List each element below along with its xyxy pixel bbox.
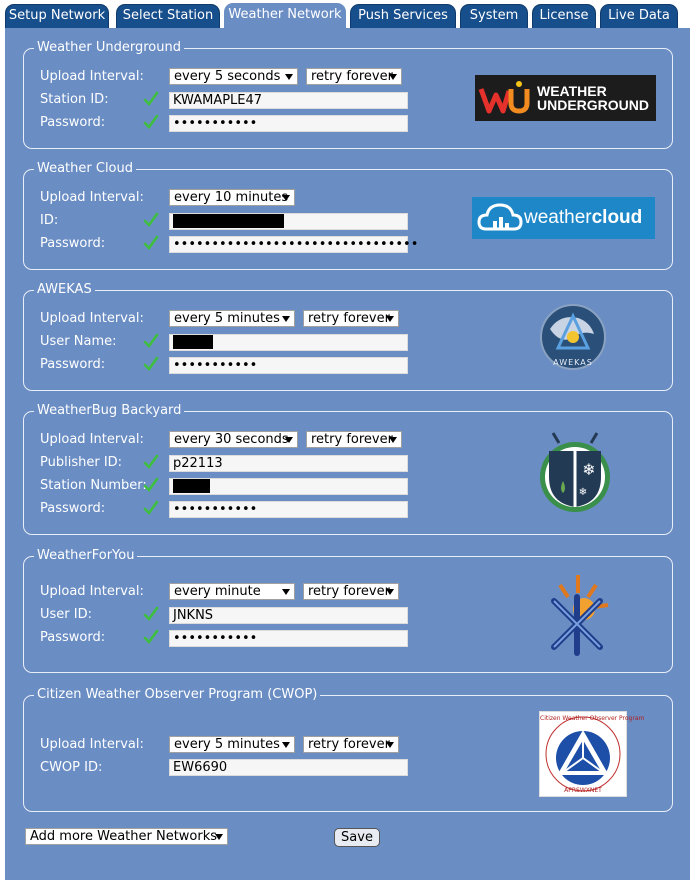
weatherbug-bug-icon (537, 431, 613, 513)
chevron-down-icon (282, 742, 290, 748)
weatherforyou-retry-select[interactable] (303, 583, 399, 600)
wunderground-interval-value: every 5 seconds (174, 69, 281, 84)
cwop-logo (539, 711, 645, 797)
awekas-interval-select[interactable] (169, 310, 295, 327)
weatherbug-station-label: Station Number: (40, 478, 147, 493)
cwop-interval-select[interactable] (169, 736, 295, 753)
weatherforyou-upload-label: Upload Interval: (40, 584, 144, 599)
weatherforyou-retry-value: retry forever (308, 584, 390, 599)
weathercloud-password-input[interactable] (169, 236, 419, 253)
weatherforyou-interval-select[interactable] (169, 583, 295, 600)
tab-select-station[interactable]: Select Station (116, 4, 220, 28)
check-icon (143, 235, 159, 251)
cwop-id-label: CWOP ID: (40, 760, 103, 775)
awekas-upload-label: Upload Interval: (40, 311, 144, 326)
wunderground-retry-value: retry forever (311, 69, 393, 84)
cwop-triangle-icon (540, 712, 645, 796)
svg-text:❄: ❄ (582, 460, 596, 479)
weathercloud-section (23, 161, 673, 270)
svg-text:❄: ❄ (578, 487, 588, 498)
tab-system[interactable]: System (460, 4, 528, 28)
wunderground-station-id-value: KWAMAPLE47 (173, 93, 263, 108)
weathercloud-title: Weather Cloud (34, 161, 136, 177)
cwop-logo-bottom-text: APRSWXNET (564, 787, 602, 794)
weatherbug-publisher-label: Publisher ID: (40, 455, 123, 470)
check-icon (143, 606, 159, 622)
tab-push-services[interactable]: Push Services (350, 4, 456, 28)
weathercloud-password-label: Password: (40, 236, 106, 251)
tab-bar (0, 0, 695, 28)
wunderground-wu-icon (477, 75, 537, 121)
weatherbug-title: WeatherBug Backyard (34, 403, 184, 419)
wunderground-upload-label: Upload Interval: (40, 69, 144, 84)
tab-setup-network[interactable]: Setup Network (5, 4, 109, 28)
weatherbug-station-input[interactable] (169, 478, 408, 495)
cloud-icon (476, 197, 524, 239)
add-more-networks-value: Add more Weather Networks (30, 829, 218, 844)
cwop-id-value: EW6690 (173, 760, 228, 775)
weatherbug-publisher-input[interactable] (169, 455, 408, 472)
chevron-down-icon (285, 437, 293, 443)
wunderground-logo-line2: UNDERGROUND (537, 97, 649, 113)
cwop-section (23, 687, 673, 812)
tab-license[interactable]: License (532, 4, 596, 28)
wunderground-station-id-input[interactable] (169, 92, 408, 109)
wunderground-password-label: Password: (40, 115, 106, 130)
cwop-title: Citizen Weather Observer Program (CWOP) (34, 687, 320, 703)
weatherbug-section (23, 403, 673, 535)
chevron-down-icon (215, 834, 223, 840)
awekas-interval-value: every 5 minutes (174, 311, 280, 326)
weathercloud-id-input[interactable] (169, 213, 408, 230)
chevron-down-icon (282, 316, 290, 322)
wunderground-retry-select[interactable] (306, 68, 402, 85)
weatherforyou-logo (538, 571, 618, 657)
awekas-title: AWEKAS (34, 282, 95, 298)
awekas-user-label: User Name: (40, 334, 117, 349)
wunderground-password-value: ••••••••••• (173, 116, 258, 131)
tab-weather-network[interactable]: Weather Network (224, 3, 346, 29)
awekas-section (23, 282, 673, 391)
check-icon (143, 356, 159, 372)
chevron-down-icon (386, 316, 394, 322)
weathercloud-password-value: •••••••••••••••••••••••••••••••• (173, 237, 419, 252)
chevron-down-icon (282, 589, 290, 595)
cwop-id-input[interactable] (169, 759, 408, 776)
wunderground-station-label: Station ID: (40, 92, 109, 107)
chevron-down-icon (282, 195, 290, 201)
cwop-logo-top-text: Citizen Weather Observer Program (540, 715, 645, 722)
weatherforyou-user-label: User ID: (40, 607, 92, 622)
wunderground-password-input[interactable] (169, 115, 408, 132)
redacted-value (173, 479, 210, 493)
weathercloud-id-label: ID: (40, 213, 59, 228)
check-icon (143, 629, 159, 645)
weather-network-panel (5, 28, 690, 880)
awekas-retry-select[interactable] (303, 310, 399, 327)
wunderground-interval-select[interactable] (169, 68, 298, 85)
add-more-networks-select[interactable] (25, 828, 228, 845)
check-icon (143, 114, 159, 130)
check-icon (143, 212, 159, 228)
weatherbug-password-input[interactable] (169, 501, 408, 518)
weathercloud-logo (472, 197, 655, 239)
weatherforyou-password-input[interactable] (169, 630, 408, 647)
wunderground-title: Weather Underground (34, 40, 184, 56)
chevron-down-icon (285, 74, 293, 80)
weathercloud-interval-value: every 10 minutes (174, 190, 289, 205)
awekas-password-label: Password: (40, 357, 106, 372)
redacted-value (173, 214, 284, 228)
chevron-down-icon (389, 74, 397, 80)
weathercloud-upload-label: Upload Interval: (40, 190, 144, 205)
awekas-logo-text: AWEKAS (553, 358, 593, 367)
weatherforyou-title: WeatherForYou (34, 548, 137, 564)
save-button[interactable]: Save (334, 828, 380, 847)
weatherforyou-password-label: Password: (40, 630, 106, 645)
weatherforyou-section (23, 548, 673, 673)
weatherforyou-password-value: ••••••••••• (173, 631, 258, 646)
awekas-password-input[interactable] (169, 357, 408, 374)
cwop-retry-select[interactable] (303, 736, 399, 753)
check-icon (143, 454, 159, 470)
weathercloud-interval-select[interactable] (169, 189, 295, 206)
cwop-upload-label: Upload Interval: (40, 737, 144, 752)
weatherbug-retry-select[interactable] (306, 431, 402, 448)
weatherbug-interval-select[interactable] (169, 431, 298, 448)
wunderground-logo-line1: WEATHER (537, 83, 607, 99)
weathercloud-logo-text-b: cloud (591, 207, 643, 228)
chevron-down-icon (389, 437, 397, 443)
weatherbug-retry-value: retry forever (311, 432, 393, 447)
snowflake-sun-icon (538, 571, 618, 657)
chevron-down-icon (386, 742, 394, 748)
wunderground-section (23, 40, 673, 149)
redacted-value (173, 335, 213, 349)
weatherbug-password-value: ••••••••••• (173, 502, 258, 517)
weatherbug-logo (537, 431, 613, 513)
check-icon (143, 500, 159, 516)
cwop-interval-value: every 5 minutes (174, 737, 280, 752)
weatherforyou-user-input[interactable] (169, 607, 408, 624)
weatherbug-publisher-value: p22113 (173, 456, 223, 471)
chevron-down-icon (386, 589, 394, 595)
tab-live-data[interactable]: Live Data (600, 4, 678, 28)
cwop-retry-value: retry forever (308, 737, 390, 752)
weatherbug-password-label: Password: (40, 501, 106, 516)
weatherforyou-user-value: JNKNS (173, 608, 214, 623)
check-icon (143, 477, 159, 493)
awekas-retry-value: retry forever (308, 311, 390, 326)
awekas-logo (538, 304, 608, 374)
check-icon (143, 91, 159, 107)
weathercloud-logo-text-a: weather (524, 207, 592, 228)
awekas-password-value: ••••••••••• (173, 358, 258, 373)
wunderground-logo (475, 75, 656, 121)
check-icon (143, 333, 159, 349)
awekas-user-input[interactable] (169, 334, 408, 351)
weatherbug-upload-label: Upload Interval: (40, 432, 144, 447)
weathercloud-logo-text (524, 207, 642, 229)
weatherforyou-interval-value: every minute (174, 584, 261, 599)
weatherbug-interval-value: every 30 seconds (174, 432, 289, 447)
